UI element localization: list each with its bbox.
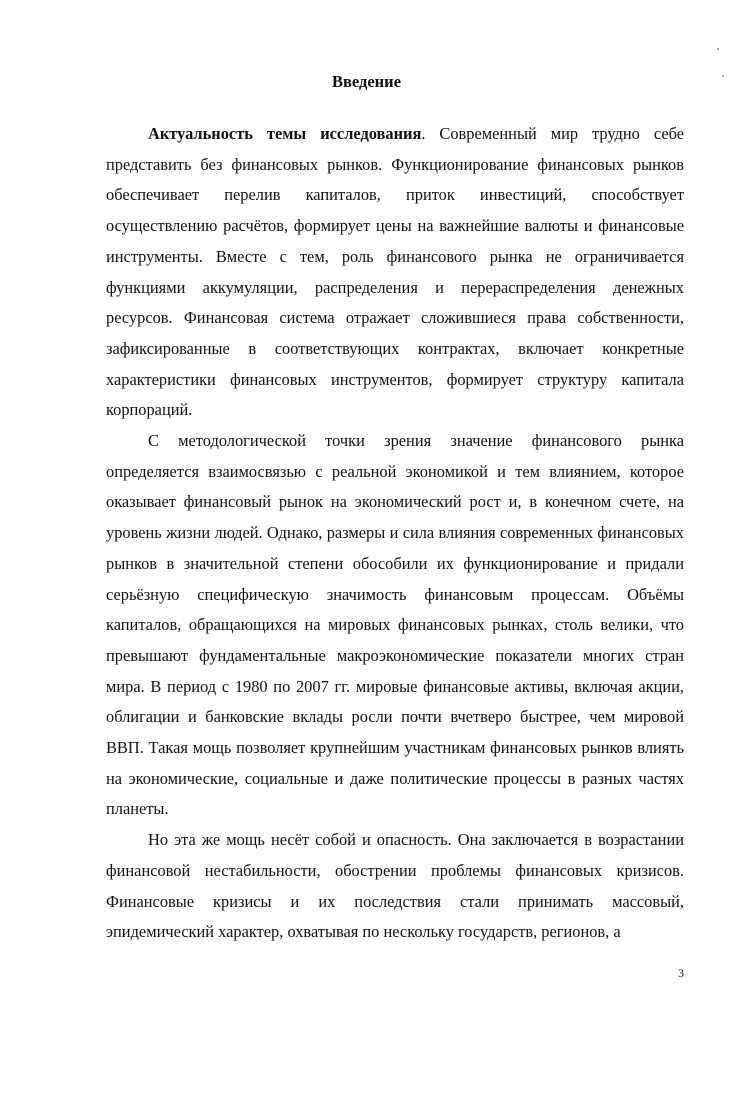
paragraph-2: С методологической точки зрения значение финансового рынка определяется взаимосвязью с реальной экономикой и тем влиянием, которое оказывает финансовый рынок на экономический рост и, в конечном счете, на уровень жизни людей. Однако, размеры и сила влияния современных финансовых рынков в значительной степени обособили их функционирование и придали серьёзную специфическую значимость финансовым процессам. Объёмы капиталов, обращающихся на мировых финансовых рынках, столь велики, что превышают фундаментальные макроэкономические показатели многих стран мира. В период с 1980 по 2007 гг. мировые финансовые активы, включая акции, облигации и банковские вклады росли почти вчетверо быстрее, чем мировой ВВП. Такая мощь позволяет крупнейшим участникам финансовых рынков влиять на экономические, социальные и даже политические процессы в разных частях планеты. — [106, 431, 684, 819]
body-text — [106, 119, 684, 948]
section-heading: Введение — [331, 72, 402, 91]
paragraph-1-lead: Актуальность темы исследования — [148, 124, 422, 143]
scan-speck — [722, 75, 724, 77]
scan-speck — [717, 48, 719, 50]
paragraph-3: Но эта же мощь несёт собой и опасность. Она заключается в возрастании финансовой нестабильности, обострении проблемы финансовых кризисов. Финансовые кризисы и их последствия стали принимать массовый, эпидемический характер, охватывая по нескольку государств, регионов, а — [106, 830, 684, 942]
page-number: 3 — [678, 966, 684, 980]
paragraph-1 — [106, 119, 684, 426]
paragraph-1-text: . Современный мир трудно себе представить без финансовых рынков. Функционирование финансовых рынков обеспечивает перелив капиталов, приток инвестиций, способствует осуществлению расчётов, формирует цены на важнейшие валюты и финансовые инструменты. Вместе с тем, роль финансового рынка не ограничивается функциями аккумуляции, распределения и перераспределения денежных ресурсов. Финансовая система отражает сложившиеся права собственности, зафиксированные в соответствующих контрактах, включает конкретные характеристики финансовых инструментов, формирует структуру капитала корпораций. — [106, 124, 684, 420]
